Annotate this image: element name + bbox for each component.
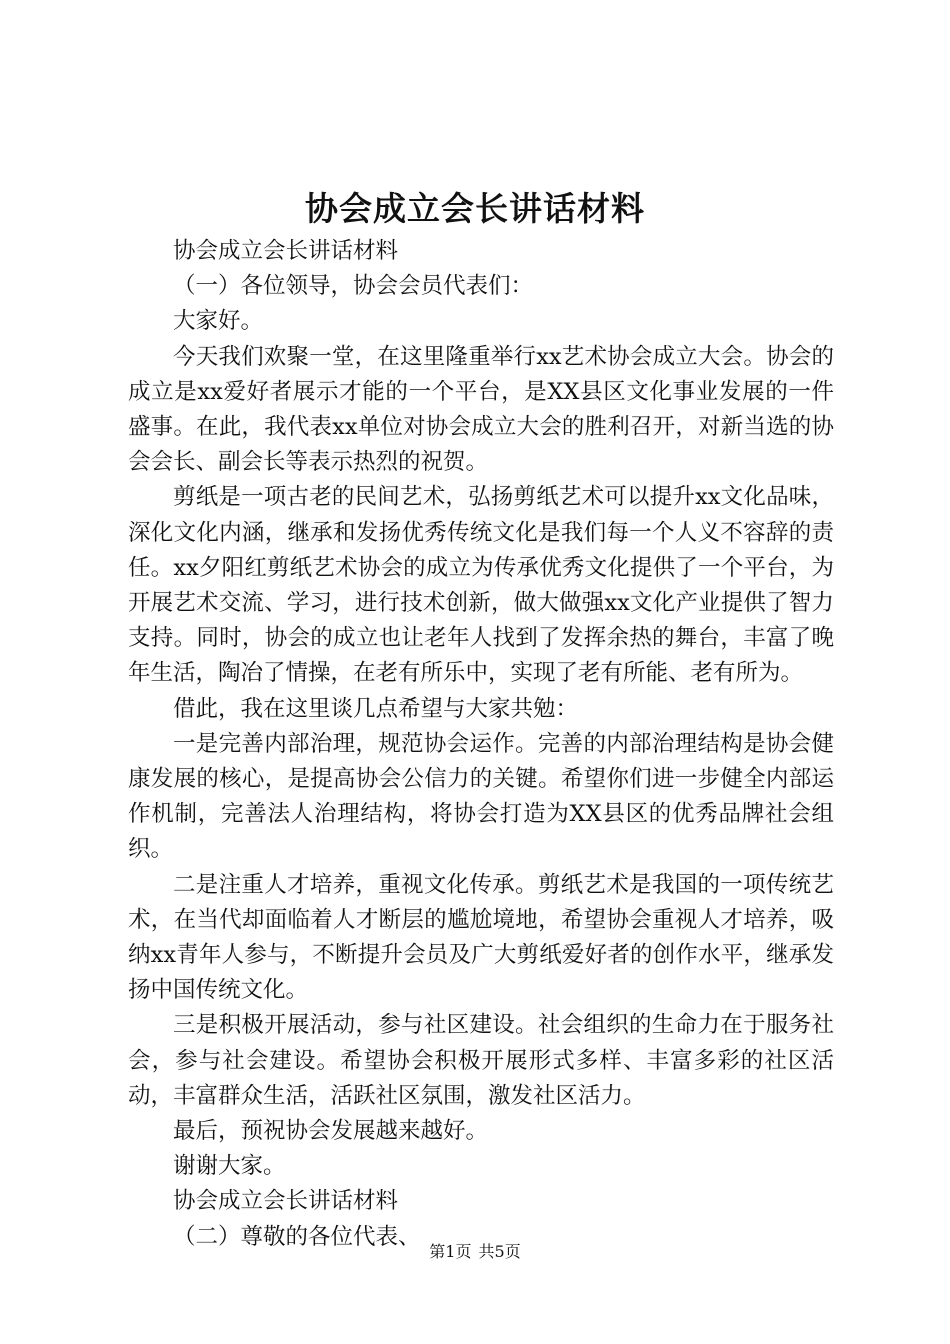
paragraph: 最后，预祝协会发展越来越好。 <box>173 1118 489 1145</box>
document-title: 协会成立会长讲话材料 <box>305 189 645 228</box>
page-total: 共5页 <box>478 1242 521 1261</box>
page-footer <box>0 1240 950 1264</box>
paragraph: 三是积极开展活动，参与社区建设。社会组织的生命力在于服务社会，参与社会建设。希望协会积极开展形式多样、丰富多彩的社区活动，丰富群众生活，活跃社区氛围，激发社区活力。 <box>128 1012 834 1109</box>
paragraph: 协会成立会长讲话材料 <box>173 1188 399 1215</box>
paragraph: 借此，我在这里谈几点希望与大家共勉： <box>173 695 579 722</box>
paragraph: （一）各位领导，协会会员代表们： <box>173 273 534 300</box>
paragraph: 今天我们欢聚一堂，在这里隆重举行xx艺术协会成立大会。协会的成立是xx爱好者展示才能的一个平台，是XX县区文化事业发展的一件盛事。在此，我代表xx单位对协会成立大会的胜利召开，对新当选的协会会长、副会长等表示热烈的祝贺。 <box>128 343 834 476</box>
paragraph: 谢谢大家。 <box>173 1153 286 1180</box>
paragraph: （二）尊敬的各位代表、 <box>173 1223 421 1250</box>
paragraph: 剪纸是一项古老的民间艺术，弘扬剪纸艺术可以提升xx文化品味，深化文化内涵，继承和发扬优秀传统文化是我们每一个人义不容辞的责任。xx夕阳红剪纸艺术协会的成立为传承优秀文化提供了一个平台，为开展艺术交流、学习，进行技术创新，做大做强xx文化产业提供了智力支持。同时，协会的成立也让老年人找到了发挥余热的舞台，丰富了晚年生活，陶冶了情操，在老有所乐中，实现了老有所能、老有所为。 <box>128 484 834 687</box>
paragraph: 大家好。 <box>173 308 264 335</box>
page-number: 第1页 <box>429 1242 472 1261</box>
paragraph: 二是注重人才培养，重视文化传承。剪纸艺术是我国的一项传统艺术，在当代却面临着人才断层的尴尬境地，希望协会重视人才培养，吸纳xx青年人参与，不断提升会员及广大剪纸爱好者的创作水平，继承发扬中国传统文化。 <box>128 871 834 1004</box>
document-body <box>128 234 834 1255</box>
paragraph: 一是完善内部治理，规范协会运作。完善的内部治理结构是协会健康发展的核心，是提高协会公信力的关键。希望你们进一步健全内部运作机制，完善法人治理结构，将协会打造为XX县区的优秀品牌社会组织。 <box>128 730 834 863</box>
paragraph: 协会成立会长讲话材料 <box>173 238 399 264</box>
